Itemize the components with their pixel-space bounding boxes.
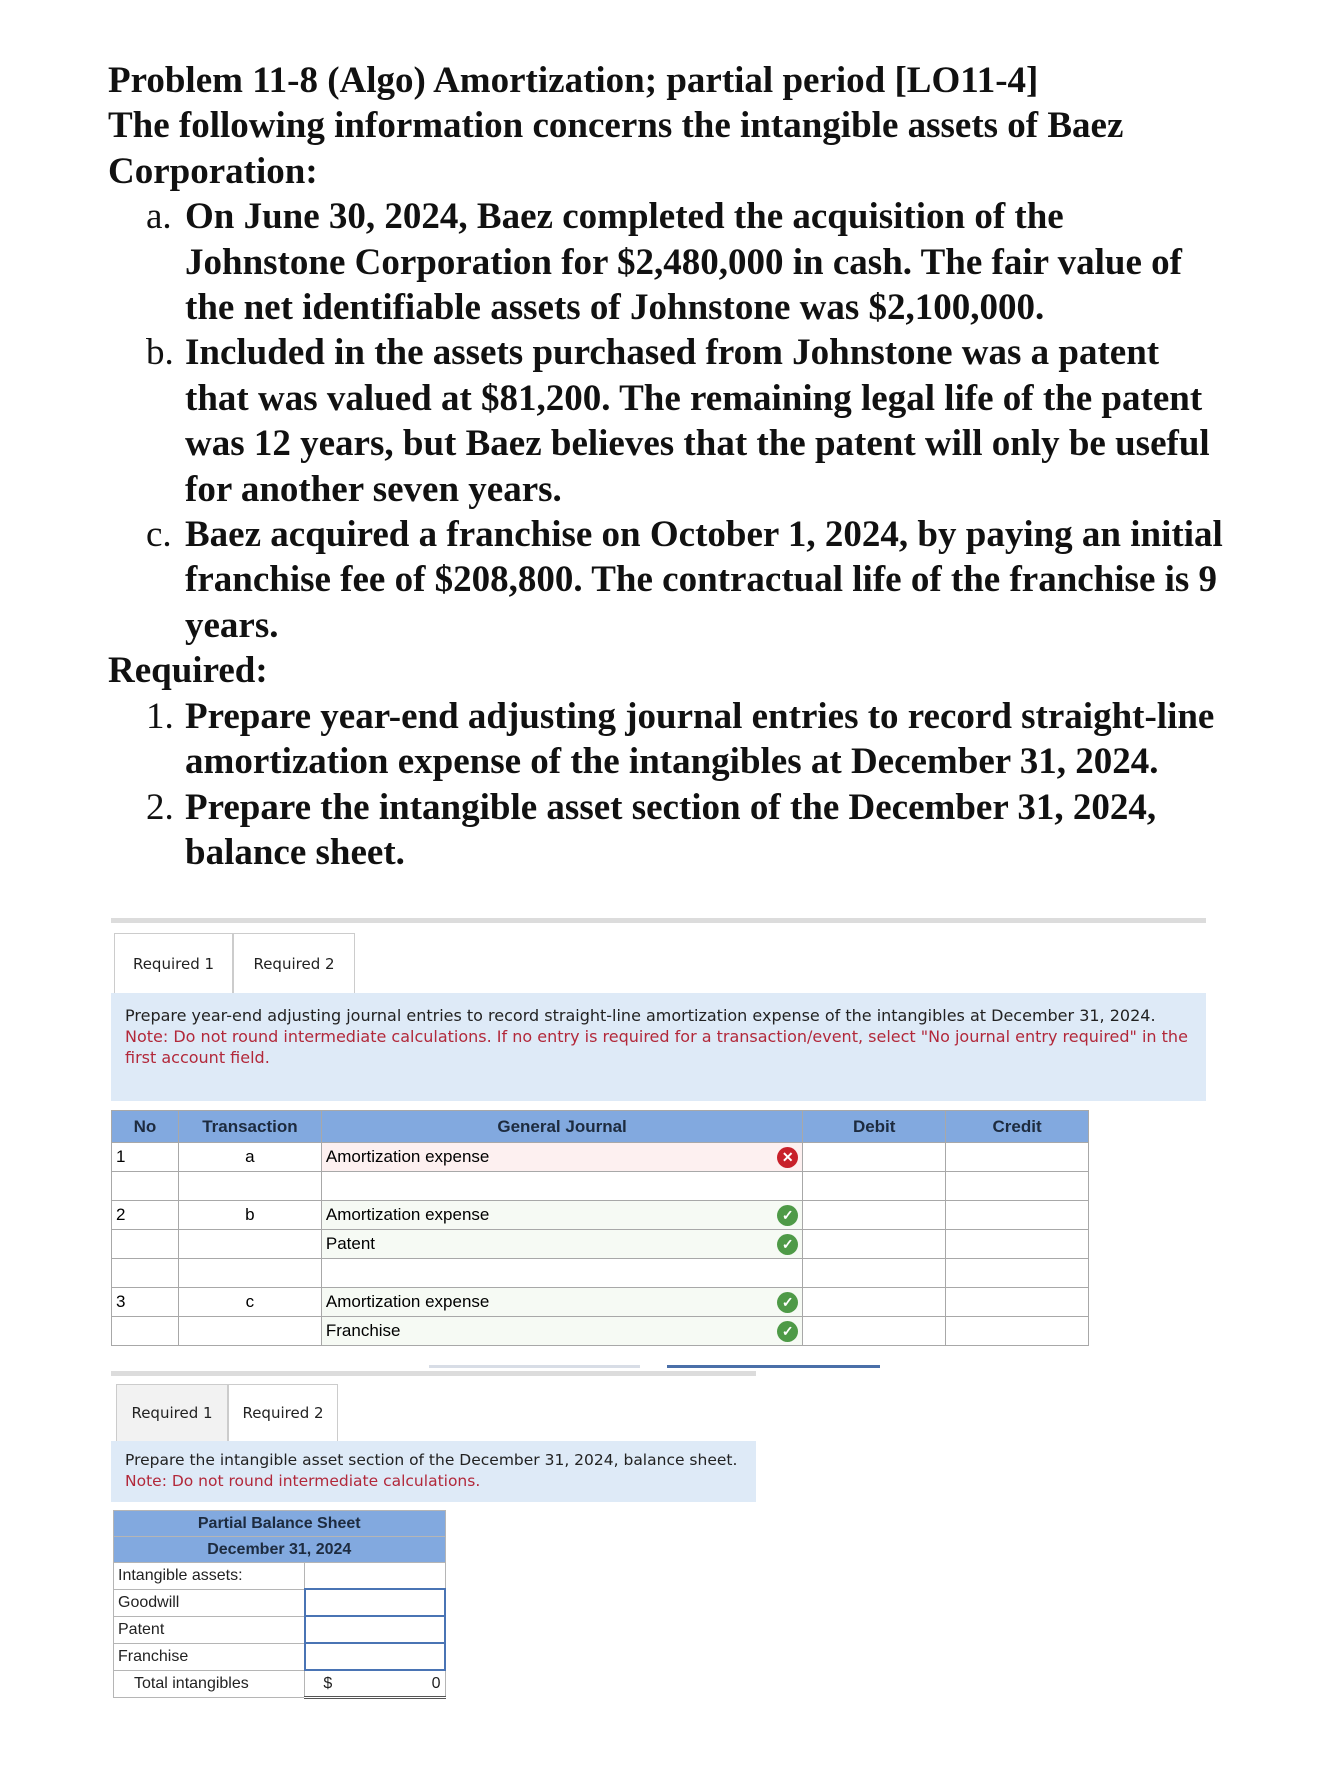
credit-input[interactable] — [946, 1172, 1089, 1201]
scroll-indicator — [429, 1365, 640, 1368]
column-header: Transaction — [178, 1111, 321, 1143]
debit-input[interactable] — [803, 1317, 946, 1346]
tab-required-1[interactable]: Required 1 — [116, 1384, 228, 1441]
list-text: On June 30, 2024, Baez completed the acquisition of the Johnstone Corporation for $2,480,000 in cash. The fair value of the net identifiable assets of Johnstone was $2,100,000. — [185, 196, 1182, 329]
account-select[interactable] — [321, 1230, 802, 1259]
debit-input[interactable] — [803, 1172, 946, 1201]
account-select[interactable] — [321, 1259, 802, 1288]
credit-input[interactable] — [946, 1288, 1089, 1317]
problem-intro: The following information concerns the intangible assets of Baez Corporation: — [108, 105, 1124, 192]
correct-icon: ✓ — [777, 1205, 798, 1226]
debit-input[interactable] — [803, 1201, 946, 1230]
scroll-indicator-active — [667, 1365, 880, 1368]
row-number — [112, 1230, 179, 1259]
list-marker: a. — [146, 196, 172, 238]
problem-statement — [108, 58, 1228, 875]
column-header: General Journal — [321, 1111, 802, 1143]
currency-symbol: $ — [323, 1674, 333, 1692]
account-select[interactable] — [321, 1201, 802, 1230]
account-name: Franchise — [325, 1321, 401, 1340]
debit-input[interactable] — [803, 1230, 946, 1259]
instruction-note: Note: Do not round intermediate calculations. — [125, 1472, 481, 1490]
debit-input[interactable] — [803, 1288, 946, 1317]
goodwill-input[interactable] — [305, 1589, 445, 1616]
instruction-text: Prepare year-end adjusting journal entries to record straight-line amortization expense of the intangibles at December 31, 2024. — [125, 1006, 1156, 1025]
correct-icon: ✓ — [777, 1321, 798, 1342]
credit-input[interactable] — [946, 1201, 1089, 1230]
list-text: Baez acquired a franchise on October 1, 2024, by paying an initial franchise fee of $208,800. The contractual life of the franchise is 9 years. — [185, 514, 1223, 646]
journal-row — [112, 1201, 1089, 1230]
section-divider — [111, 918, 1206, 923]
row-number: 3 — [112, 1288, 179, 1317]
tab-required-1[interactable]: Required 1 — [114, 933, 233, 993]
journal-row — [112, 1143, 1089, 1172]
balance-sheet-title: Partial Balance Sheet — [114, 1511, 446, 1537]
column-header: Credit — [946, 1111, 1089, 1143]
instruction-box — [111, 993, 1206, 1101]
list-text: Included in the assets purchased from Johnstone was a patent that was valued at $81,200. The remaining legal life of the patent was 12 years, but Baez believes that the patent will only be useful for another seven years. — [185, 332, 1210, 510]
list-marker: b. — [146, 332, 174, 374]
list-text: Prepare year-end adjusting journal entries to record straight-line amortization expense of the intangibles at December 31, 2024. — [185, 695, 1215, 783]
transaction-letter — [178, 1172, 321, 1201]
line-label-goodwill: Goodwill — [114, 1589, 305, 1616]
total-value-cell — [305, 1670, 445, 1698]
credit-input[interactable] — [946, 1143, 1089, 1172]
list-marker: 1. — [146, 695, 174, 737]
row-number: 1 — [112, 1143, 179, 1172]
credit-input[interactable] — [946, 1259, 1089, 1288]
partial-balance-sheet — [113, 1510, 446, 1699]
transaction-letter — [178, 1230, 321, 1259]
account-select[interactable] — [321, 1172, 802, 1201]
list-item — [146, 694, 1228, 785]
journal-row — [112, 1317, 1089, 1346]
instruction-note: Note: Do not round intermediate calculations. If no entry is required for a transaction/event, select "No journal entry required" in the first account field. — [125, 1027, 1188, 1067]
line-label-patent: Patent — [114, 1616, 305, 1643]
transaction-letter: c — [178, 1288, 321, 1317]
line-label-franchise: Franchise — [114, 1643, 305, 1670]
correct-icon: ✓ — [777, 1234, 798, 1255]
list-item — [146, 194, 1228, 330]
list-item — [146, 330, 1228, 512]
list-text: Prepare the intangible asset section of the December 31, 2024, balance sheet. — [185, 786, 1157, 873]
row-number: 2 — [112, 1201, 179, 1230]
debit-input[interactable] — [803, 1259, 946, 1288]
credit-input[interactable] — [946, 1230, 1089, 1259]
account-name: Patent — [325, 1234, 376, 1253]
section-divider — [111, 1371, 756, 1376]
column-header: Debit — [803, 1111, 946, 1143]
journal-row — [112, 1288, 1089, 1317]
list-marker: c. — [146, 514, 172, 556]
debit-input[interactable] — [803, 1143, 946, 1172]
journal-row — [112, 1172, 1089, 1201]
general-journal-table — [111, 1110, 1089, 1346]
credit-input[interactable] — [946, 1317, 1089, 1346]
column-header: No — [112, 1111, 179, 1143]
transaction-letter: b — [178, 1201, 321, 1230]
tabs-required-2-view — [116, 1384, 338, 1441]
list-item — [146, 512, 1228, 648]
tab-required-2[interactable]: Required 2 — [233, 933, 355, 993]
transaction-letter — [178, 1259, 321, 1288]
tab-required-2[interactable]: Required 2 — [228, 1384, 338, 1441]
patent-input[interactable] — [305, 1616, 445, 1643]
total-value: 0 — [431, 1674, 441, 1692]
transaction-letter: a — [178, 1143, 321, 1172]
tabs-required-1-view — [114, 933, 355, 993]
row-number — [112, 1259, 179, 1288]
franchise-input[interactable] — [305, 1643, 445, 1670]
transaction-letter — [178, 1317, 321, 1346]
journal-row — [112, 1230, 1089, 1259]
account-name: Amortization expense — [325, 1292, 490, 1311]
required-heading: Required: — [108, 650, 268, 692]
empty-cell — [305, 1563, 445, 1590]
section-label: Intangible assets: — [114, 1563, 305, 1590]
balance-sheet-date: December 31, 2024 — [114, 1537, 446, 1563]
account-select[interactable] — [321, 1317, 802, 1346]
instruction-text: Prepare the intangible asset section of the December 31, 2024, balance sheet. — [125, 1451, 738, 1469]
correct-icon: ✓ — [777, 1292, 798, 1313]
account-name: Amortization expense — [325, 1205, 490, 1224]
row-number — [112, 1172, 179, 1201]
row-number — [112, 1317, 179, 1346]
problem-title: Problem 11-8 (Algo) Amortization; partial period [LO11-4] — [108, 60, 1039, 101]
account-select[interactable] — [321, 1288, 802, 1317]
list-marker: 2. — [146, 786, 174, 828]
list-item — [146, 785, 1228, 876]
incorrect-icon: ✕ — [777, 1147, 798, 1168]
account-select[interactable] — [321, 1143, 802, 1172]
instruction-box — [111, 1441, 756, 1502]
account-name: Amortization expense — [325, 1147, 490, 1166]
total-label: Total intangibles — [114, 1670, 305, 1698]
journal-row — [112, 1259, 1089, 1288]
